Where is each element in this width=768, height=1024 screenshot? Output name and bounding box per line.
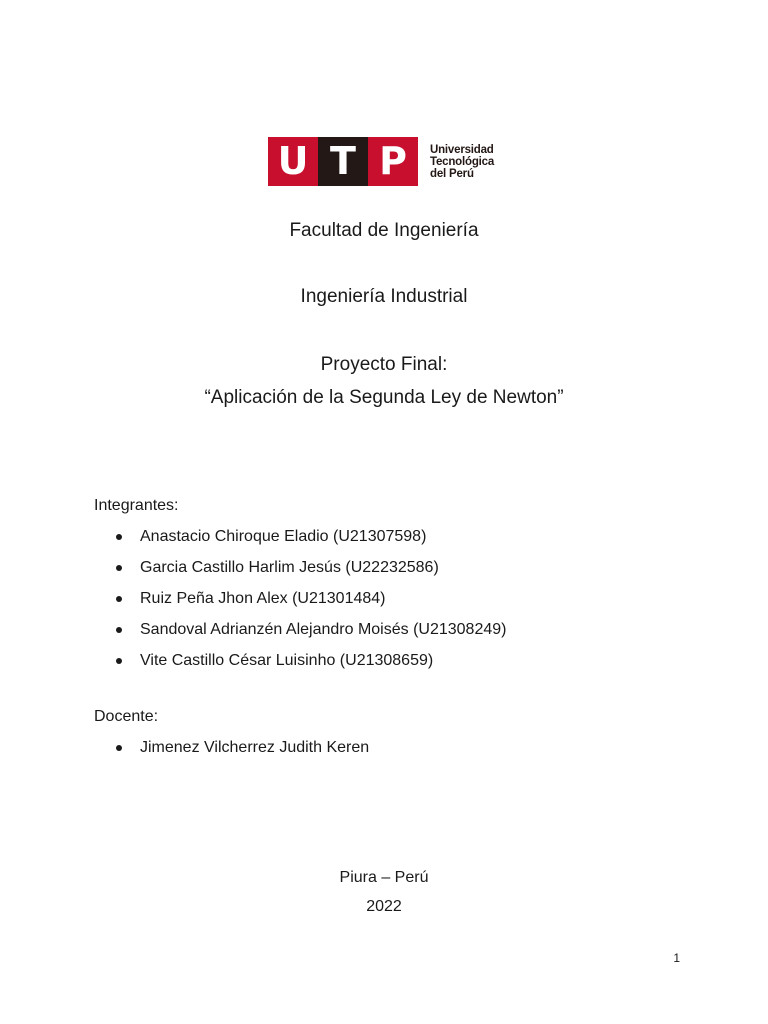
member-name: Garcia Castillo Harlim Jesús (U22232586) [140, 559, 439, 576]
list-item [116, 589, 506, 620]
list-item [116, 738, 369, 769]
logo-text-line: del Perú [430, 167, 474, 180]
bullet-icon [116, 745, 122, 751]
list-item [116, 527, 506, 558]
bullet-icon [116, 565, 122, 571]
bullet-icon [116, 658, 122, 664]
page-number: 1 [673, 951, 680, 965]
logo-letter-t: T [318, 137, 368, 186]
members-list [116, 527, 506, 682]
member-name: Anastacio Chiroque Eladio (U21307598) [140, 528, 427, 545]
project-title: “Aplicación de la Segunda Ley de Newton” [204, 387, 564, 408]
career-heading: Ingeniería Industrial [300, 286, 468, 307]
project-label: Proyecto Final: [320, 354, 448, 375]
logo-university-name [430, 144, 494, 180]
utp-logo [268, 137, 494, 186]
location-text: Piura – Perú [339, 869, 429, 886]
list-item [116, 651, 506, 682]
year-text: 2022 [366, 898, 402, 915]
list-item [116, 558, 506, 589]
teacher-name: Jimenez Vilcherrez Judith Keren [140, 739, 370, 756]
teacher-list [116, 738, 369, 769]
logo-text-line: Universidad [430, 143, 494, 156]
bullet-icon [116, 596, 122, 602]
bullet-icon [116, 534, 122, 540]
bullet-icon [116, 627, 122, 633]
logo-text-line: Tecnológica [430, 155, 495, 168]
teacher-label: Docente: [94, 708, 159, 725]
member-name: Ruiz Peña Jhon Alex (U21301484) [140, 590, 386, 607]
faculty-heading: Facultad de Ingeniería [289, 220, 479, 241]
member-name: Sandoval Adrianzén Alejandro Moisés (U21308249) [140, 621, 507, 638]
list-item [116, 620, 506, 651]
member-name: Vite Castillo César Luisinho (U21308659) [140, 652, 434, 669]
logo-letter-u: U [268, 137, 318, 186]
logo-letter-p: P [368, 137, 418, 186]
members-label: Integrantes: [94, 497, 179, 514]
